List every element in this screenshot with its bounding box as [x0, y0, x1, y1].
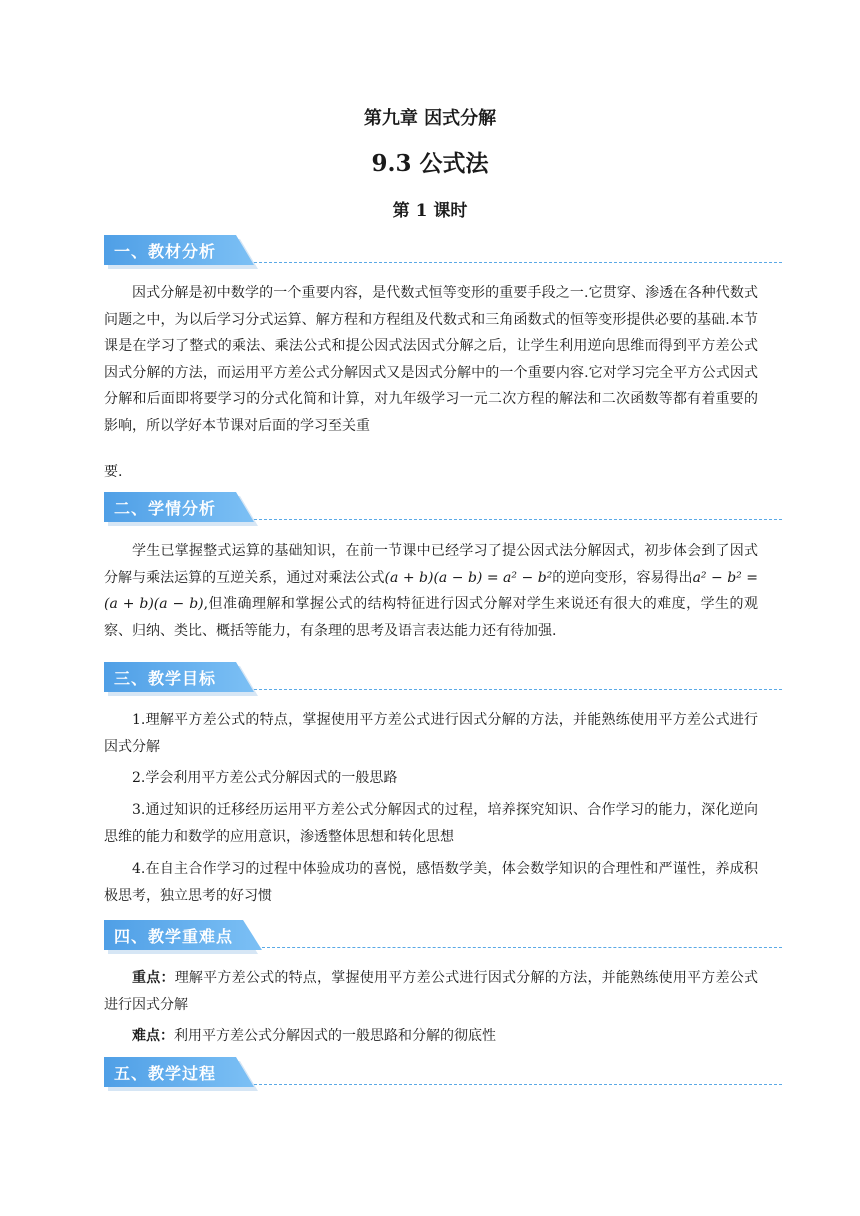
period-title: 第 1 课时 — [392, 201, 468, 221]
section-header-teaching-goals — [104, 662, 782, 694]
section-divider — [254, 262, 782, 263]
textbook-analysis-paragraph: 因式分解是初中数学的一个重要内容，是代数式恒等变形的重要手段之一.它贯穿、渗透在各种代数式问题之中，为以后学习分式运算、解方程和方程组及代数式和三角函数式的恒等变形提供必要的基础.本节课是在学习了整式的乘法、乘法公式和提公因式法因式分解之后，让学生利用逆向思维而得到平方差公式因式分解的方法，而运用平方差公式分解因式又是因式分解中的一个重要内容.它对学习完全平方公式因式分解和后面即将要学习的分式化简和计算，对九年级学习一元二次方程的解法和二次函数等都有着重要的影响，所以学好本节课对后面的学习至关重 — [104, 285, 758, 434]
goal-item: 3.通过知识的迁移经历运用平方差公式分解因式的过程，培养探究知识、合作学习的能力，深化逆向思维的能力和数学的应用意识，渗透整体思想和转化思想 — [104, 802, 758, 845]
textbook-analysis-tail: 要. — [104, 464, 123, 480]
section-divider — [254, 689, 782, 690]
factored-formula: a² − b² = (a + b)(a − b) — [104, 569, 758, 612]
difficult-point-text: 利用平方差公式分解因式的一般思路和分解的彻底性 — [174, 1028, 496, 1044]
difficult-point — [104, 1023, 758, 1050]
section-header-teaching-process — [104, 1057, 782, 1089]
section-header-textbook-analysis — [104, 235, 782, 267]
section-header-key-difficult-points — [104, 920, 782, 952]
section-label: 五、教学过程 — [114, 1064, 217, 1083]
key-point-label: 重点： — [132, 970, 175, 986]
section-label: 一、教材分析 — [114, 242, 217, 261]
section-divider — [262, 947, 782, 948]
goal-item: 1.理解平方差公式的特点，掌握使用平方差公式进行因式分解的方法，并能熟练使用平方差公式进行因式分解 — [104, 712, 758, 755]
lesson-title: 9.3 公式法 — [371, 150, 489, 177]
chapter-title: 第九章 因式分解 — [363, 108, 497, 129]
difference-of-squares-formula: (a + b)(a − b) = a² − b² — [384, 569, 553, 586]
section-header-student-analysis — [104, 492, 782, 524]
key-point-text: 理解平方差公式的特点，掌握使用平方差公式进行因式分解的方法，并能熟练使用平方差公式进行因式分解 — [104, 970, 759, 1013]
section-label: 四、教学重难点 — [114, 927, 234, 946]
section-label: 二、学情分析 — [114, 499, 217, 518]
section-divider — [254, 1084, 782, 1085]
student-text-part2: 的逆向变形，容易得出 — [552, 569, 693, 586]
student-text-part3: ,但准确理解和掌握公式的结构特征进行因式分解对学生来说还有很大的难度，学生的观察、归纳、类比、概括等能力，有条理的思考及语言表达能力还有待加强. — [104, 596, 758, 639]
difficult-point-label: 难点： — [132, 1028, 174, 1044]
goal-item: 4.在自主合作学习的过程中体验成功的喜悦，感悟数学美，体会数学知识的合理性和严谨性，养成积极思考，独立思考的好习惯 — [104, 861, 758, 904]
section-label: 三、教学目标 — [114, 669, 217, 688]
student-text-part1: 学生已掌握整式运算的基础知识，在前一节课中已经学习了提公因式法分解因式，初步体会到了因式分解与乘法运算的互逆关系，通过对乘法公式 — [104, 543, 758, 586]
section-divider — [254, 519, 782, 520]
key-point — [104, 965, 758, 1018]
student-analysis-paragraph — [104, 538, 758, 644]
goal-item: 2.学会利用平方差公式分解因式的一般思路 — [132, 770, 398, 786]
